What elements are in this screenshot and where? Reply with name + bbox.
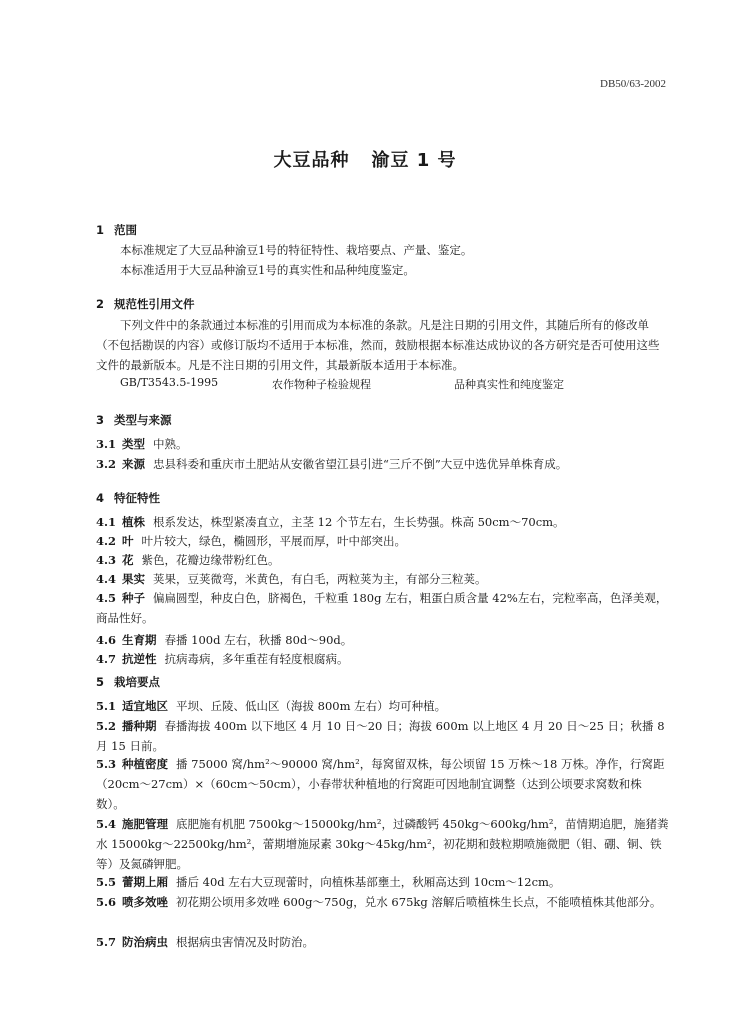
clause-body: 荚果，豆荚微弯，米黄色，有白毛，两粒荚为主，有部分三粒荚。 [153, 572, 487, 586]
clause-title: 施肥管理 [122, 817, 168, 831]
clause-5-1 [96, 696, 670, 716]
clause-title: 播种期 [122, 719, 157, 733]
clause-title: 防治病虫 [122, 935, 168, 949]
clause-5-7 [96, 932, 670, 952]
clause-5-2 [96, 716, 670, 756]
clause-4-6 [96, 630, 670, 650]
reference-title: 农作物种子检验规程 [272, 378, 371, 391]
clause-number: 5.2 [96, 719, 117, 733]
clause-body: 紫色，花瓣边缘带粉红色。 [141, 553, 280, 567]
clause-title: 来源 [122, 457, 145, 471]
clause-title: 叶 [122, 534, 134, 548]
section-4-heading [96, 490, 160, 506]
page-title [0, 146, 730, 172]
clause-title: 花 [122, 553, 134, 567]
reference-code: GB/T3543.5-1995 [120, 376, 219, 389]
clause-body: 抗病毒病，多年重茬有轻度根腐病。 [164, 652, 349, 666]
section-5-heading [96, 674, 160, 690]
clause-title: 蕾期上厢 [122, 875, 168, 889]
reference-subtitle: 品种真实性和纯度鉴定 [454, 378, 564, 391]
clause-5-4 [96, 814, 670, 874]
clause-title: 种子 [122, 591, 145, 605]
section-1-heading [96, 222, 137, 238]
clause-number: 5.3 [96, 757, 117, 771]
clause-5-5 [96, 872, 670, 892]
clause-number: 4.5 [96, 591, 117, 605]
clause-number: 4.2 [96, 534, 117, 548]
clause-4-5 [96, 588, 670, 628]
clause-body: 根据病虫害情况及时防治。 [176, 935, 314, 949]
section-title: 类型与来源 [114, 413, 172, 427]
clause-body: 根系发达，株型紧凑直立，主茎 12 个节左右，生长势强。株高 50cm～70cm。 [153, 515, 565, 529]
clause-4-2 [96, 531, 670, 551]
clause-title: 适宜地区 [122, 699, 168, 713]
clause-body: 春播海拔 400m 以下地区 4 月 10 日～20 日；海拔 600m 以上地区 4 月 20 日～25 日；秋播 8 月 15 日前。 [96, 719, 665, 753]
section-title: 范围 [114, 223, 137, 237]
section-2-heading [96, 296, 195, 312]
clause-body: 忠县科委和重庆市土肥站从安徽省望江县引进“三斤不倒”大豆中选优异单株育成。 [153, 457, 568, 471]
clause-number: 4.7 [96, 652, 117, 666]
title-main: 大豆品种 [273, 150, 350, 171]
section-number: 4 [96, 491, 105, 505]
clause-body: 春播 100d 左右，秋播 80d～90d。 [164, 633, 353, 647]
clause-5-6 [96, 892, 670, 912]
clause-4-7 [96, 649, 670, 669]
section-number: 3 [96, 413, 105, 427]
clause-body: 播 75000 窝/hm²～90000 窝/hm²，每窝留双株，每公顷留 15 万株～18 万株。净作，行窝距（20cm～27cm）×（60cm～50cm），小春带状种植地的行窝距可因地制宜调整（达到公顷要求窝数和株数）。 [96, 757, 665, 811]
clause-title: 喷多效唑 [122, 895, 168, 909]
title-variety: 渝豆 1 号 [371, 150, 457, 171]
clause-number: 5.1 [96, 699, 117, 713]
clause-5-3 [96, 754, 670, 814]
clause-title: 果实 [122, 572, 145, 586]
clause-number: 4.3 [96, 553, 117, 567]
clause-number: 4.1 [96, 515, 117, 529]
clause-3-2 [96, 454, 670, 474]
section-number: 2 [96, 297, 105, 311]
doc-number: DB50/63-2002 [600, 78, 666, 90]
section-title: 规范性引用文件 [114, 297, 195, 311]
clause-number: 4.6 [96, 633, 117, 647]
clause-body: 叶片较大，绿色，椭圆形，平展而厚，叶中部突出。 [141, 534, 406, 548]
section-2-paragraph-1: 下列文件中的条款通过本标准的引用而成为本标准的条款。凡是注日期的引用文件，其随后所有的修改单（不包括勘误的内容）或修订版均不适用于本标准，然而，鼓励根据本标准达成协议的各方研究是否可使用这些文件的最新版本。凡是不注日期的引用文件，其最新版本适用于本标准。 [96, 318, 660, 372]
clause-title: 生育期 [122, 633, 157, 647]
clause-4-4 [96, 569, 670, 589]
section-title: 栽培要点 [114, 675, 160, 689]
section-3-heading [96, 412, 172, 428]
clause-body: 中熟。 [153, 437, 188, 451]
clause-title: 植株 [122, 515, 145, 529]
section-1-paragraph-2: 本标准适用于大豆品种渝豆1号的真实性和品种纯度鉴定。 [120, 263, 415, 277]
clause-body: 平坝、丘陵、低山区（海拔 800m 左右）均可种植。 [176, 699, 447, 713]
section-number: 1 [96, 223, 105, 237]
clause-body: 播后 40d 左右大豆现蕾时，向植株基部壅土，秋厢高达到 10cm～12cm。 [176, 875, 561, 889]
clause-body: 底肥施有机肥 7500kg～15000kg/hm²，过磷酸钙 450kg～600kg/hm²，苗情期追肥，施猪粪水 15000kg～22500kg/hm²，蕾期增施尿素 30kg～45kg/hm²，初花期和鼓粒期喷施微肥（钼、硼、铜、铁等）及氮磷钾肥。 [96, 817, 669, 871]
clause-title: 类型 [122, 437, 145, 451]
clause-title: 种植密度 [122, 757, 168, 771]
clause-number: 5.7 [96, 935, 117, 949]
clause-4-1 [96, 512, 670, 532]
section-1-paragraph-1: 本标准规定了大豆品种渝豆1号的特征特性、栽培要点、产量、鉴定。 [120, 243, 473, 257]
clause-4-3 [96, 550, 670, 570]
clause-body: 初花期公顷用多效唑 600g～750g，兑水 675kg 溶解后喷植株生长点，不能喷植株其他部分。 [176, 895, 662, 909]
clause-number: 5.6 [96, 895, 117, 909]
clause-number: 5.5 [96, 875, 117, 889]
section-number: 5 [96, 675, 105, 689]
clause-body: 偏扁圆型，种皮白色，脐褐色，千粒重 180g 左右，粗蛋白质含量 42%左右，完粒率高，色泽美观，商品性好。 [96, 591, 668, 625]
clause-number: 5.4 [96, 817, 117, 831]
clause-3-1 [96, 434, 670, 454]
clause-number: 3.2 [96, 457, 117, 471]
section-title: 特征特性 [114, 491, 160, 505]
clause-number: 4.4 [96, 572, 117, 586]
clause-title: 抗逆性 [122, 652, 157, 666]
clause-number: 3.1 [96, 437, 117, 451]
